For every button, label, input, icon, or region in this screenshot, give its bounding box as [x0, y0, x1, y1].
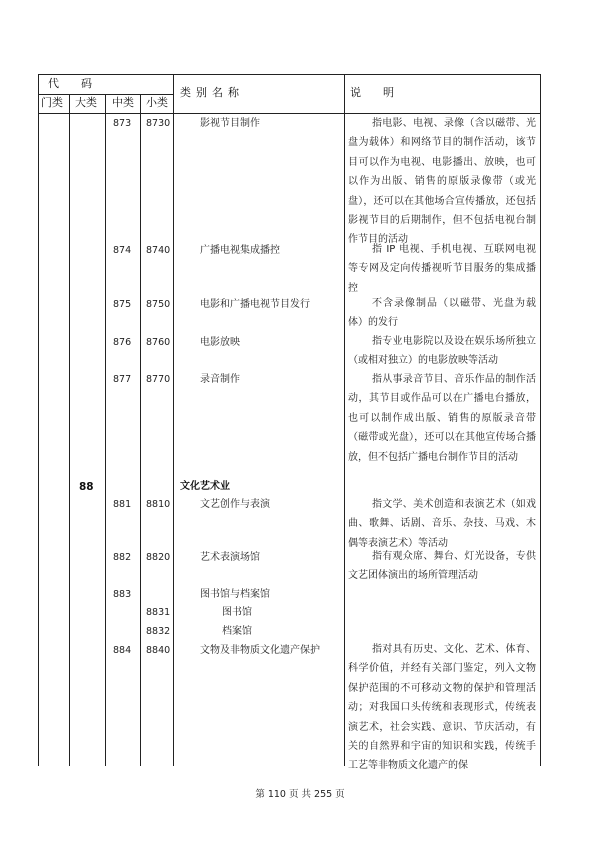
table-border-left [38, 74, 39, 766]
mid-code: 876 [113, 337, 132, 348]
column-divider-zhong [140, 94, 141, 766]
column-divider-men [69, 94, 70, 766]
header-da: 大类 [75, 96, 97, 109]
category-description: 指文学、美术创造和表演艺术（如戏曲、歌舞、话剧、音乐、杂技、马戏、木偶等表演艺术）等活动 [348, 499, 536, 549]
category-description: 指对具有历史、文化、艺术、体育、科学价值，并经有关部门鉴定，列入文物保护范围的不可移动文物的保护和管理活动；对我国口头传统和表现形式，传统表演艺术，社会实践、意识、节庆活动，有关的自然界和宇宙的知识和实践，传统手工艺等非物质文化遗产的保 [348, 644, 536, 772]
column-divider-da [105, 94, 106, 766]
mid-code: 874 [113, 245, 132, 256]
big-code: 88 [79, 481, 94, 493]
small-code: 8750 [146, 299, 171, 310]
mid-code: 877 [113, 374, 132, 385]
category-name: 图书馆与档案馆 [200, 589, 270, 600]
mid-code: 881 [113, 499, 132, 510]
category-name: 电影放映 [200, 337, 240, 348]
code-header-divider [38, 94, 174, 95]
category-description: 指从事录音节目、音乐作品的制作活动，其节目或作品可以在广播电台播放，也可以制作成出版、销售的原版录音带（磁带或光盘），还可以在其他宣传场合播放，但不包括广播电台制作节目的活动 [348, 374, 536, 463]
mid-code: 882 [113, 552, 132, 563]
category-description: 不含录像制品（以磁带、光盘为载体）的发行 [348, 298, 536, 329]
category-name: 广播电视集成播控 [200, 245, 280, 256]
header-men: 门类 [41, 96, 63, 109]
header-category-name: 类别名称 [180, 86, 244, 99]
category-name: 图书馆 [222, 607, 252, 618]
header-xiao: 小类 [146, 96, 168, 109]
small-code: 8740 [146, 245, 171, 256]
small-code: 8760 [146, 337, 171, 348]
small-code: 8730 [146, 118, 171, 129]
category-name: 录音制作 [200, 374, 240, 385]
small-code: 8770 [146, 374, 171, 385]
category-name: 档案馆 [222, 626, 252, 637]
mid-code: 873 [113, 118, 132, 129]
small-code: 8832 [146, 626, 171, 637]
category-name: 文艺创作与表演 [200, 499, 270, 510]
column-divider-name [344, 74, 345, 766]
category-description: 指专业电影院以及设在娱乐场所独立（或相对独立）的电影放映等活动 [348, 336, 536, 367]
category-name: 文物及非物质文化遗产保护 [200, 645, 320, 656]
header-zhong: 中类 [112, 96, 134, 109]
category-description: 指电影、电视、录像（含以磁带、光盘为载体）和网络节目的制作活动，该节目可以作为电视、电影播出、放映，也可以作为出版、销售的原版录像带（或光盘），还可以在其他场合宣传播放，还包括影视节目的后期制作，但不包括电视台制作节目的活动 [348, 118, 536, 246]
small-code: 8831 [146, 607, 171, 618]
small-code: 8810 [146, 499, 171, 510]
page-footer: 第 110 页 共 255 页 [255, 789, 345, 800]
category-name: 电影和广播电视节目发行 [200, 299, 310, 310]
header-explanation: 说 明 [350, 86, 394, 99]
table-border-right [540, 74, 541, 766]
column-divider-xiao [173, 74, 174, 766]
mid-code: 883 [113, 589, 132, 600]
small-code: 8840 [146, 645, 171, 656]
category-name: 艺术表演场馆 [200, 552, 260, 563]
mid-code: 875 [113, 299, 132, 310]
category-description: 指有观众席、舞台、灯光设备，专供文艺团体演出的场所管理活动 [348, 551, 536, 582]
category-name: 影视节目制作 [200, 118, 260, 129]
header-code: 代 码 [48, 77, 92, 90]
mid-code: 884 [113, 645, 132, 656]
table-border-top [38, 74, 541, 75]
small-code: 8820 [146, 552, 171, 563]
category-name: 文化艺术业 [180, 481, 230, 492]
category-description: 指 IP 电视、手机电视、互联网电视等专网及定向传播视听节目服务的集成播控 [348, 244, 536, 294]
